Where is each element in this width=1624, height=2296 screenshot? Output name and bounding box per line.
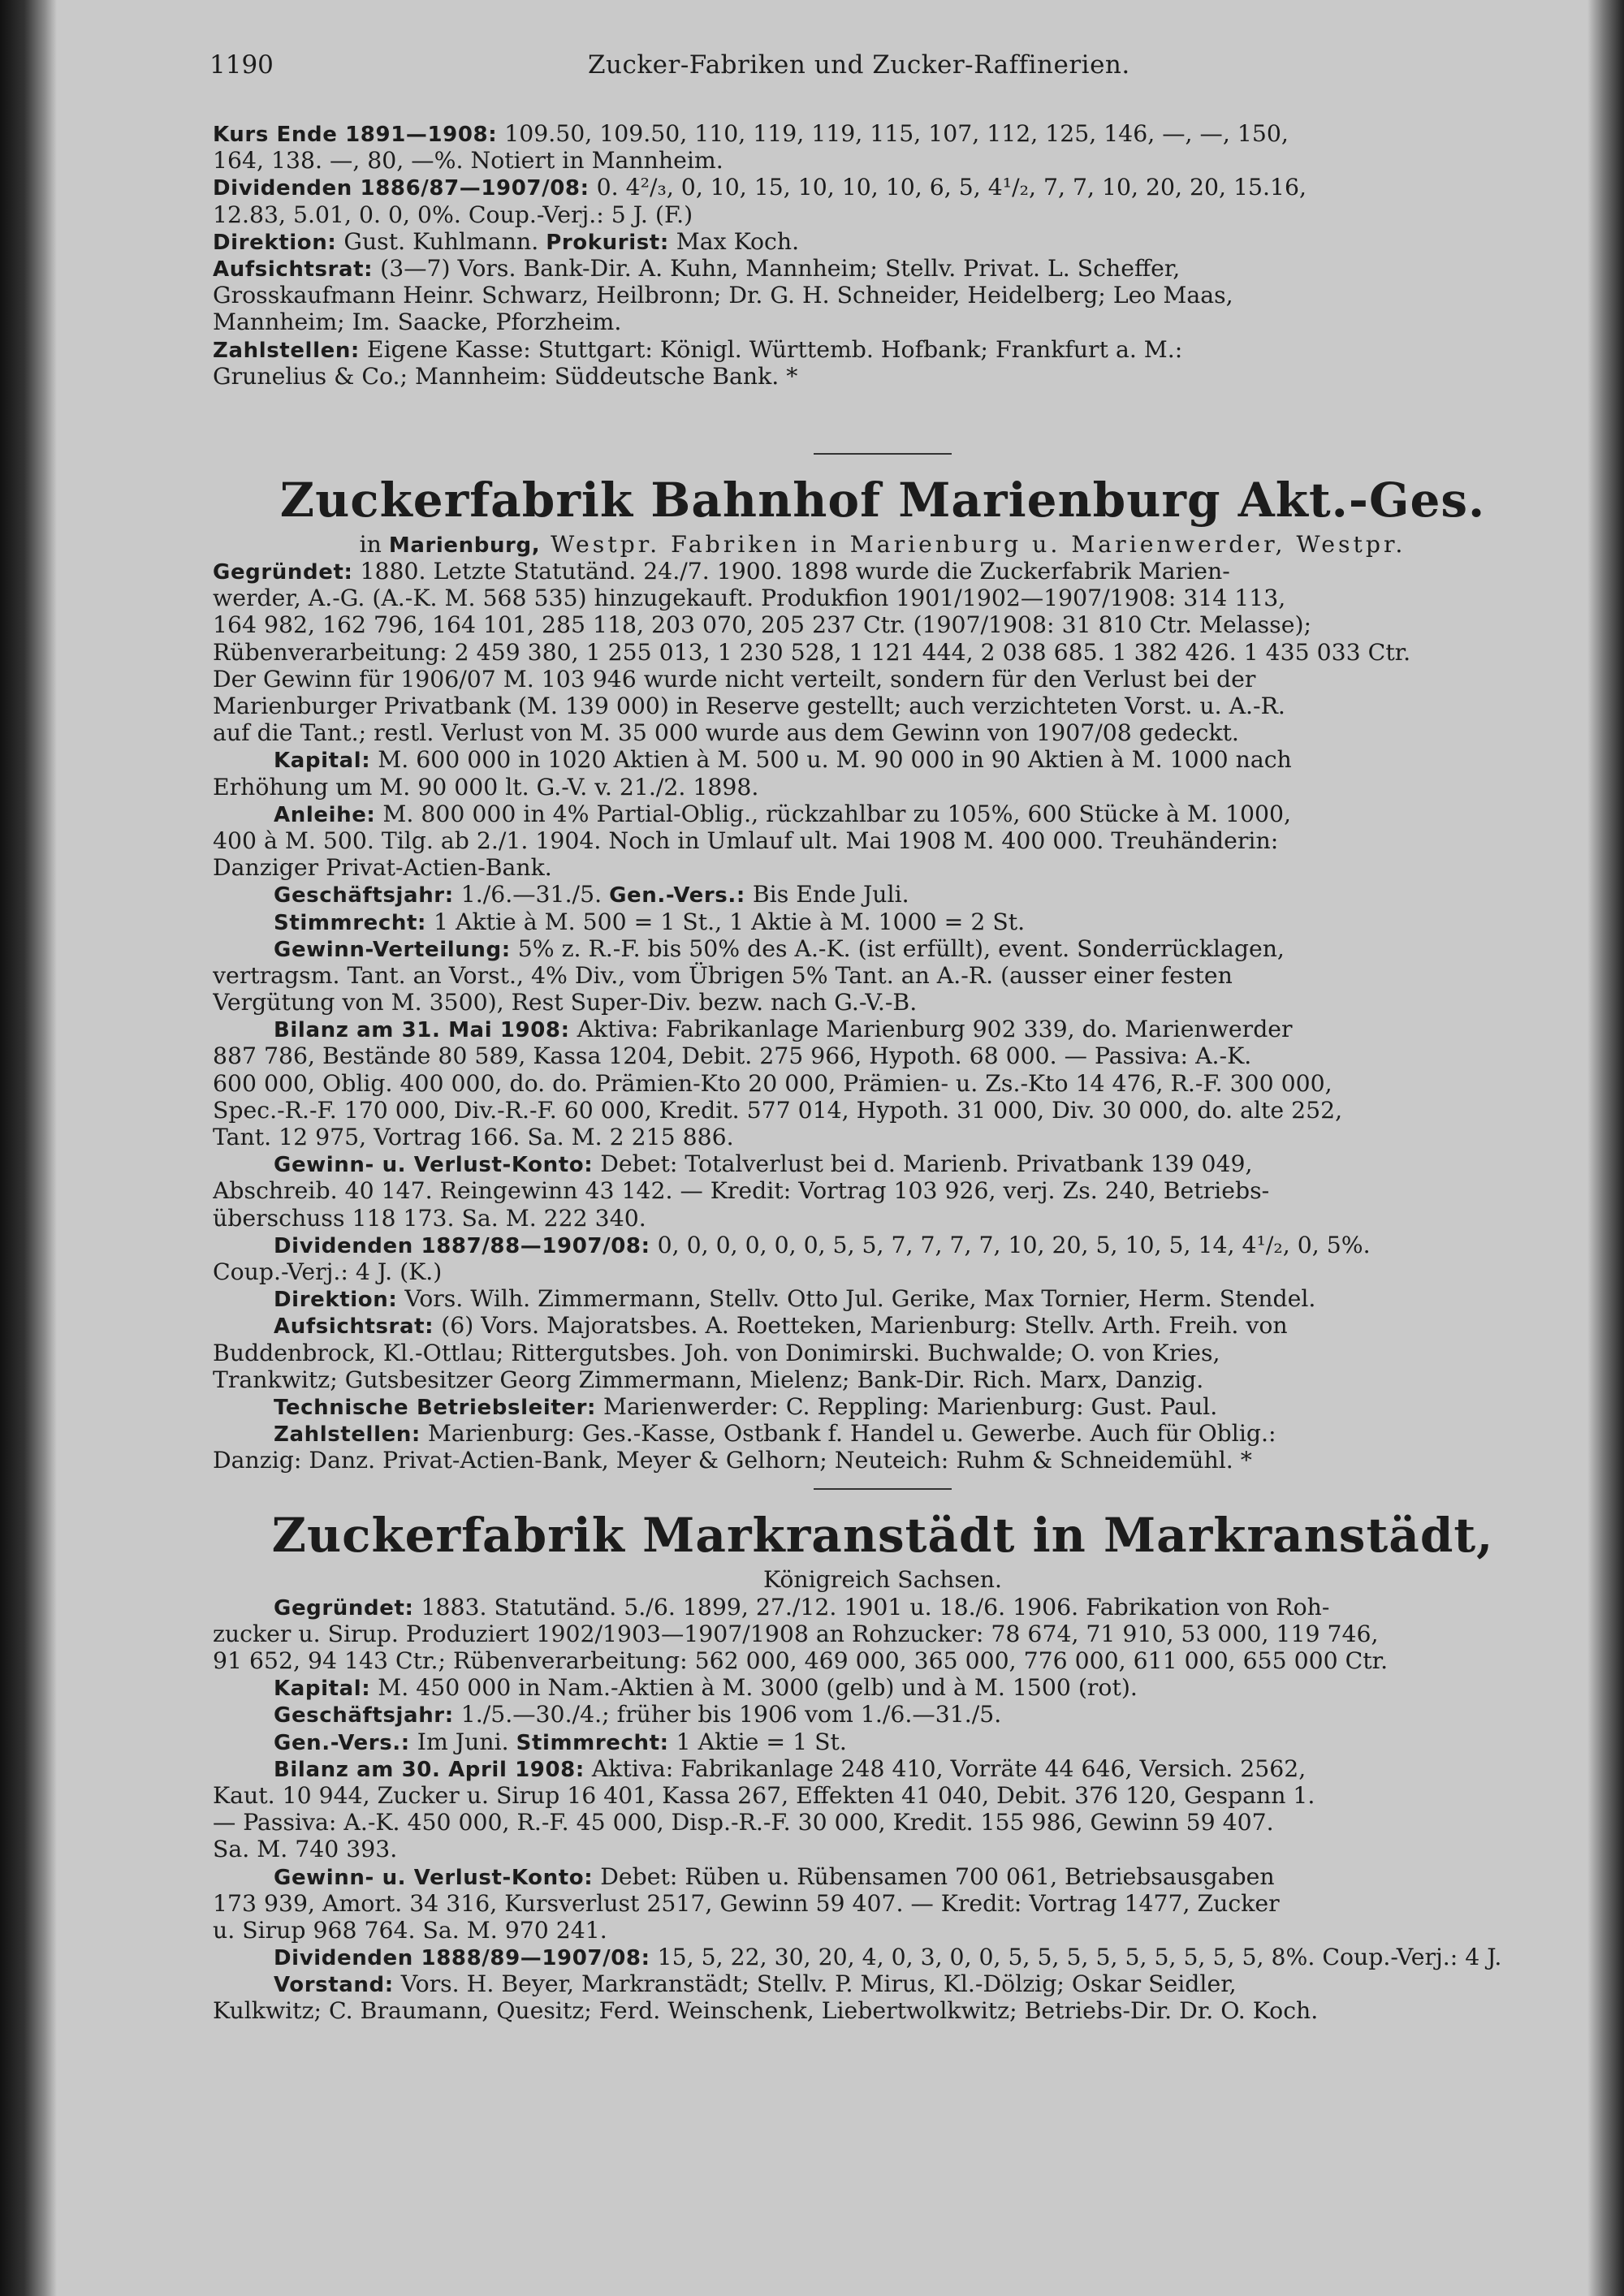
text-line xyxy=(213,1312,1553,1339)
text-line xyxy=(213,147,1553,174)
text-line xyxy=(213,1097,1553,1124)
text-line xyxy=(213,558,1553,585)
field-text: Aktiva: Fabrikanlage Marienburg 902 339, do. Marienwerder xyxy=(569,1016,1293,1043)
text-line xyxy=(213,1420,1553,1447)
field-text: Rübenverarbeitung: 2 459 380, 1 255 013, 1 230 528, 1 121 444, 2 038 685. 1 382 426. 1 435 033 Ctr. xyxy=(213,638,1411,666)
field-text: auf die Tant.; restl. Verlust von M. 35 000 wurde aus dem Gewinn von 1907/08 gedeckt. xyxy=(213,719,1239,747)
field-text: 164, 138. —, 80, —%. Notiert in Mannheim. xyxy=(213,147,723,175)
field-label: Geschäftsjahr: xyxy=(274,1703,454,1728)
text-line xyxy=(213,1232,1553,1258)
text-line xyxy=(213,854,1553,881)
text-line xyxy=(213,666,1553,693)
text-line xyxy=(213,336,1553,363)
text-line xyxy=(213,255,1553,282)
field-label: Aufsichtsrat: xyxy=(213,257,374,282)
field-label: Dividenden 1888/89—1907/08: xyxy=(274,1946,650,1971)
field-text: Marienwerder: C. Reppling: Marienburg: Gust. Paul. xyxy=(596,1392,1218,1420)
field-text: 600 000, Oblig. 400 000, do. do. Prämien-Kto 20 000, Prämien- u. Zs.-Kto 14 476, R.-F. 300 000, xyxy=(213,1069,1332,1097)
field-text: M. 800 000 in 4% Partial-Oblig., rückzahlbar zu 105%, 600 Stücke à M. 1000, xyxy=(375,800,1292,827)
field-text: 1883. Statutänd. 5./6. 1899, 27./12. 1901 u. 18./6. 1906. Fabrikation von Roh- xyxy=(413,1593,1330,1621)
text-line xyxy=(213,585,1553,611)
company-title-markranstaedt: Zuckerfabrik Markranstädt in Markranstädt, xyxy=(271,1508,1494,1564)
field-text: 109.50, 109.50, 110, 119, 119, 115, 107, 112, 125, 146, —, —, 150, xyxy=(497,120,1289,147)
field-text: Der Gewinn für 1906/07 M. 103 946 wurde nicht verteilt, sondern für den Verlust bei der xyxy=(213,665,1256,693)
field-text: Bis Ende Juli. xyxy=(745,881,909,908)
field-text: überschuss 118 173. Sa. M. 222 340. xyxy=(213,1204,646,1232)
field-text: Danziger Privat-Actien-Bank. xyxy=(213,854,552,882)
field-label: Anleihe: xyxy=(274,802,376,827)
text-line xyxy=(213,1728,1553,1755)
section-divider xyxy=(814,1488,952,1490)
field-text: 0. 4²/₃, 0, 10, 15, 10, 10, 10, 6, 5, 4¹/₂, 7, 7, 10, 20, 20, 15.16, xyxy=(589,174,1307,201)
company-location: Marienburg, xyxy=(388,533,541,558)
field-text: Buddenbrock, Kl.-Ottlau; Rittergutsbes. Joh. von Donimirski. Buchwalde; O. von Kries, xyxy=(213,1339,1220,1366)
book-spine-shadow xyxy=(0,0,57,2296)
text-line xyxy=(213,1150,1553,1177)
field-text: Erhöhung um M. 90 000 lt. G.-V. v. 21./2. 1898. xyxy=(213,773,759,801)
text-line xyxy=(213,693,1553,719)
company-subtitle-marienburg: in Marienburg, Westpr. Fabriken in Marienburg u. Marienwerder, Westpr. xyxy=(359,530,1406,558)
text-line xyxy=(213,801,1553,827)
field-text: (6) Vors. Majoratsbes. A. Roetteken, Marienburg: Stellv. Arth. Freih. von xyxy=(434,1312,1288,1340)
field-text: 91 652, 94 143 Ctr.; Rübenverarbeitung: 562 000, 469 000, 365 000, 776 000, 611 000, 655 000 Ctr. xyxy=(213,1647,1389,1674)
field-text: u. Sirup 968 764. Sa. M. 970 241. xyxy=(213,1916,607,1944)
field-text: Debet: Totalverlust bei d. Marienb. Privatbank 139 049, xyxy=(593,1150,1253,1178)
text-line xyxy=(213,1863,1553,1890)
text-line xyxy=(213,611,1553,638)
field-label: Zahlstellen: xyxy=(274,1422,421,1448)
field-text: 173 939, Amort. 34 316, Kursverlust 2517, Gewinn 59 407. — Kredit: Vortrag 1477, Zucker xyxy=(213,1889,1280,1917)
field-text: Spec.-R.-F. 170 000, Div.-R.-F. 60 000, Kredit. 577 014, Hypoth. 31 000, Div. 30 000, do. alte 252, xyxy=(213,1096,1343,1124)
field-label: Stimmrecht: xyxy=(516,1730,669,1755)
text-line xyxy=(213,1917,1553,1944)
text-line xyxy=(213,1366,1553,1393)
section-divider xyxy=(814,453,952,455)
field-text: 1 Aktie à M. 500 = 1 St., 1 Aktie à M. 1000 = 2 St. xyxy=(426,908,1026,935)
running-title: Zucker-Fabriken und Zucker-Raffinerien. xyxy=(588,50,1130,80)
text-line xyxy=(213,1070,1553,1097)
field-label: Direktion: xyxy=(274,1288,398,1313)
field-text: Im Juni. xyxy=(409,1728,516,1755)
field-text: M. 600 000 in 1020 Aktien à M. 500 u. M. 90 000 in 90 Aktien à M. 1000 nach xyxy=(370,746,1292,774)
text-line xyxy=(213,363,1553,390)
text-line xyxy=(213,1997,1553,2024)
field-label: Prokurist: xyxy=(546,230,669,255)
text-line xyxy=(213,1701,1553,1728)
text-line xyxy=(213,282,1553,309)
text-line xyxy=(213,1042,1553,1069)
section-previous-entry-end xyxy=(213,120,1553,390)
company-subtitle-markranstaedt: Königreich Sachsen. xyxy=(762,1566,1002,1594)
field-text: Marienburg: Ges.-Kasse, Ostbank f. Handel u. Gewerbe. Auch für Oblig.: xyxy=(420,1420,1276,1448)
field-text: Grosskaufmann Heinr. Schwarz, Heilbronn; Dr. G. H. Schneider, Heidelberg; Leo Maas, xyxy=(213,282,1233,309)
text-line xyxy=(213,1016,1553,1042)
text-line xyxy=(213,935,1553,962)
company-title-marienburg: Zuckerfabrik Bahnhof Marienburg Akt.-Ges. xyxy=(279,472,1486,528)
text-line xyxy=(213,1340,1553,1366)
field-label: Kurs Ende 1891—1908: xyxy=(213,123,498,147)
field-label: Gewinn- u. Verlust-Konto: xyxy=(274,1865,594,1890)
field-text: vertragsm. Tant. an Vorst., 4% Div., vom Übrigen 5% Tant. an A.-R. (ausser einer festen xyxy=(213,961,1233,989)
field-text: Sa. M. 740 393. xyxy=(213,1836,398,1863)
field-text: 15, 5, 22, 30, 20, 4, 0, 3, 0, 0, 5, 5, 5, 5, 5, 5, 5, 5, 5, 8%. Coup.-Verj.: 4 J. xyxy=(650,1944,1502,1971)
field-label: Zahlstellen: xyxy=(213,338,360,363)
text-line xyxy=(213,827,1553,854)
text-line xyxy=(213,1970,1553,1997)
field-text: Vors. Wilh. Zimmermann, Stellv. Otto Jul. Gerike, Max Tornier, Herm. Stendel. xyxy=(397,1285,1316,1313)
text-line xyxy=(213,989,1553,1016)
field-label: Dividenden 1887/88—1907/08: xyxy=(274,1233,650,1258)
text-line xyxy=(213,1890,1553,1917)
field-text: 12.83, 5.01, 0. 0, 0%. Coup.-Verj.: 5 J. (F.) xyxy=(213,201,693,228)
field-label: Gewinn- u. Verlust-Konto: xyxy=(274,1153,594,1178)
text-line xyxy=(213,1285,1553,1312)
field-text: 1880. Letzte Statutänd. 24./7. 1900. 1898 wurde die Zuckerfabrik Marien- xyxy=(352,558,1230,585)
field-text: 5% z. R.-F. bis 50% des A.-K. (ist erfüllt), event. Sonderrücklagen, xyxy=(510,934,1285,962)
field-text: 887 786, Bestände 80 589, Kassa 1204, Debit. 275 966, Hypoth. 68 000. — Passiva: A.-K. xyxy=(213,1042,1252,1070)
field-text: 1 Aktie = 1 St. xyxy=(668,1728,847,1755)
field-label: Direktion: xyxy=(213,230,337,255)
field-text: 400 à M. 500. Tilg. ab 2./1. 1904. Noch in Umlauf ult. Mai 1908 M. 400 000. Treuhänderin: xyxy=(213,826,1279,854)
section-markranstaedt-body xyxy=(213,1594,1553,2025)
text-line xyxy=(213,120,1553,147)
text-line xyxy=(213,1393,1553,1420)
text-line xyxy=(213,1647,1553,1674)
section-marienburg-body xyxy=(213,558,1553,1474)
field-label: Kapital: xyxy=(274,1677,371,1702)
field-label: Gewinn-Verteilung: xyxy=(274,937,511,962)
text-line xyxy=(213,881,1553,908)
text-line xyxy=(213,1674,1553,1701)
field-label: Gegründet: xyxy=(274,1595,414,1621)
field-label: Gegründet: xyxy=(213,560,353,585)
text-line xyxy=(213,962,1553,989)
text-line xyxy=(213,1205,1553,1232)
page-content xyxy=(213,120,1553,2025)
field-text: Grunelius & Co.; Mannheim: Süddeutsche Bank. * xyxy=(213,362,798,390)
field-text: 164 982, 162 796, 164 101, 285 118, 203 070, 205 237 Ctr. (1907/1908: 31 810 Ctr. Melasse); xyxy=(213,611,1312,639)
field-text: Vergütung von M. 3500), Rest Super-Div. bezw. nach G.-V.-B. xyxy=(213,989,918,1016)
text-line xyxy=(213,201,1553,228)
field-label: Geschäftsjahr: xyxy=(274,883,454,908)
text-line xyxy=(213,746,1553,773)
text-line xyxy=(213,1621,1553,1647)
field-label: Gen.-Vers.: xyxy=(609,883,745,908)
text-line xyxy=(213,309,1553,335)
field-text: 1./6.—31./5. xyxy=(453,881,610,908)
text-line xyxy=(213,1177,1553,1204)
field-text: Trankwitz; Gutsbesitzer Georg Zimmermann, Mielenz; Bank-Dir. Rich. Marx, Danzig. xyxy=(213,1366,1204,1393)
field-text: zucker u. Sirup. Produziert 1902/1903—1907/1908 an Rohzucker: 78 674, 71 910, 53 000, 119 746, xyxy=(213,1620,1379,1647)
field-text: Vors. H. Beyer, Markranstädt; Stellv. P. Mirus, Kl.-Dölzig; Oskar Seidler, xyxy=(393,1970,1237,1998)
page-number: 1190 xyxy=(209,50,274,80)
field-text: Aktiva: Fabrikanlage 248 410, Vorräte 44 646, Versich. 2562, xyxy=(584,1754,1307,1782)
field-text: Mannheim; Im. Saacke, Pforzheim. xyxy=(213,309,622,336)
text-line xyxy=(213,719,1553,746)
page-edge-shadow xyxy=(1587,0,1624,2296)
field-text: Max Koch. xyxy=(668,227,800,255)
field-text: Tant. 12 975, Vortrag 166. Sa. M. 2 215 886. xyxy=(213,1124,734,1150)
text-line xyxy=(213,1755,1553,1782)
text-line xyxy=(213,774,1553,801)
text-line xyxy=(213,1809,1553,1836)
field-text: Danzig: Danz. Privat-Actien-Bank, Meyer & Gelhorn; Neuteich: Ruhm & Schneidemühl. * xyxy=(213,1447,1252,1474)
text-line xyxy=(213,174,1553,201)
text-line xyxy=(213,1447,1553,1474)
field-label: Dividenden 1886/87—1907/08: xyxy=(213,176,590,201)
field-label: Kapital: xyxy=(274,749,371,774)
field-label: Gen.-Vers.: xyxy=(274,1730,410,1755)
field-text: werder, A.-G. (A.-K. M. 568 535) hinzugekauft. Produkfion 1901/1902—1907/1908: 314 113, xyxy=(213,585,1286,612)
field-text: Kulkwitz; C. Braumann, Quesitz; Ferd. Weinschenk, Liebertwolkwitz; Betriebs-Dir. Dr. O. Koch. xyxy=(213,1997,1319,2025)
text-line xyxy=(213,1258,1553,1285)
field-text: (3—7) Vors. Bank-Dir. A. Kuhn, Mannheim; Stellv. Privat. L. Scheffer, xyxy=(373,254,1181,282)
running-header xyxy=(209,50,1549,86)
field-text: Abschreib. 40 147. Reingewinn 43 142. — Kredit: Vortrag 103 926, verj. Zs. 240, Betriebs- xyxy=(213,1177,1270,1205)
text-line xyxy=(213,1124,1553,1150)
field-text: 1./5.—30./4.; früher bis 1906 vom 1./6.—31./5. xyxy=(453,1701,1002,1728)
text-line xyxy=(213,1836,1553,1862)
field-text: Eigene Kasse: Stuttgart: Königl. Württemb. Hofbank; Frankfurt a. M.: xyxy=(359,335,1183,363)
field-text: Debet: Rüben u. Rübensamen 700 061, Betriebsausgaben xyxy=(593,1862,1275,1890)
text-line xyxy=(213,908,1553,935)
field-text: M. 450 000 in Nam.-Aktien à M. 3000 (gelb) und à M. 1500 (rot). xyxy=(370,1674,1138,1702)
text-line xyxy=(213,1594,1553,1621)
field-text: Coup.-Verj.: 4 J. (K.) xyxy=(213,1258,443,1285)
field-label: Bilanz am 31. Mai 1908: xyxy=(274,1018,570,1043)
field-label: Technische Betriebsleiter: xyxy=(274,1395,597,1420)
field-text: Gust. Kuhlmann. xyxy=(336,227,546,255)
field-text: Kaut. 10 944, Zucker u. Sirup 16 401, Kassa 267, Effekten 41 040, Debit. 376 120, Gespann 1. xyxy=(213,1781,1315,1809)
text-line xyxy=(213,639,1553,666)
field-label: Stimmrecht: xyxy=(274,910,427,935)
text-line xyxy=(213,228,1553,255)
field-label: Aufsichtsrat: xyxy=(274,1314,434,1340)
field-label: Vorstand: xyxy=(274,1973,394,1998)
field-text: — Passiva: A.-K. 450 000, R.-F. 45 000, Disp.-R.-F. 30 000, Kredit. 155 986, Gewinn 59 407. xyxy=(213,1809,1274,1836)
field-text: 0, 0, 0, 0, 0, 0, 5, 5, 7, 7, 7, 7, 10, 20, 5, 10, 5, 14, 4¹/₂, 0, 5%. xyxy=(650,1231,1371,1258)
text-line xyxy=(213,1782,1553,1809)
field-text: Marienburger Privatbank (M. 139 000) in Reserve gestellt; auch verzichteten Vorst. u. A.-R. xyxy=(213,693,1285,719)
field-label: Bilanz am 30. April 1908: xyxy=(274,1757,585,1782)
text-line xyxy=(213,1944,1553,1970)
